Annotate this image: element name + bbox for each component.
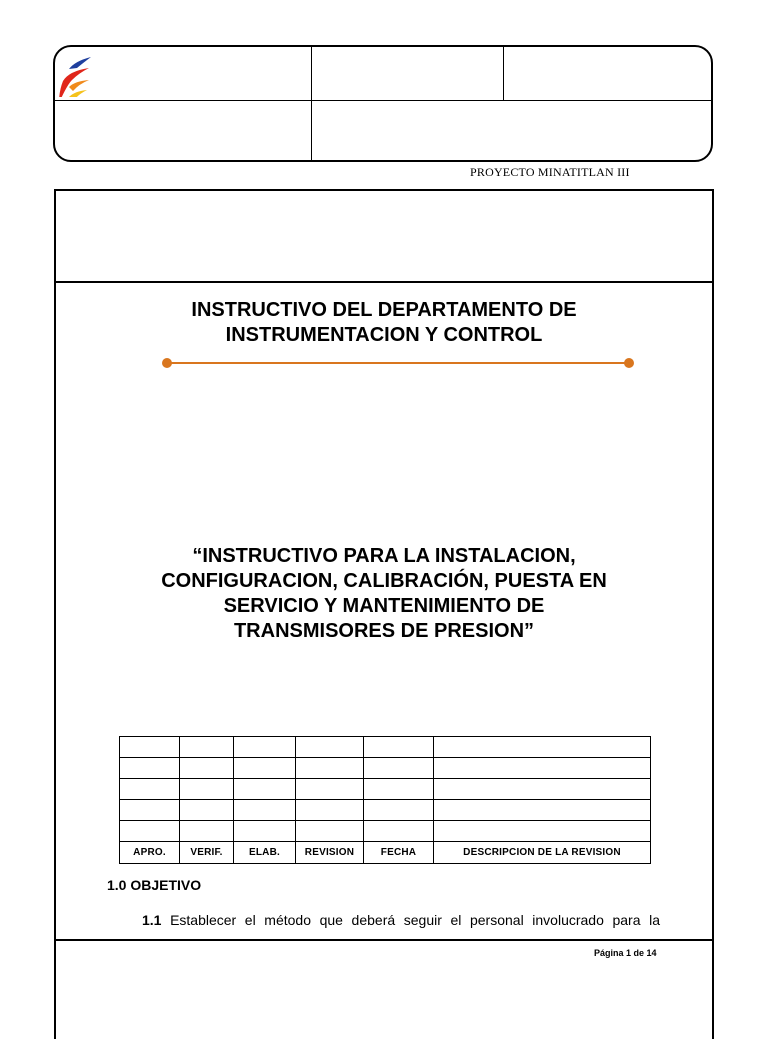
table-cell [120,800,180,821]
table-cell [120,737,180,758]
table-cell [434,737,651,758]
table-cell [120,779,180,800]
table-cell [434,758,651,779]
table-cell [234,779,296,800]
table-cell [180,800,234,821]
title-divider [162,357,634,369]
logo-stripe-orange [69,80,89,91]
table-cell [234,758,296,779]
department-title-line: INSTRUMENTACION Y CONTROL [225,324,543,346]
document-title-line: “INSTRUCTIVO PARA LA INSTALACION, [192,545,576,567]
table-cell [180,779,234,800]
section-heading: 1.0 OBJETIVO [107,877,202,893]
section-paragraph [142,912,660,928]
table-cell [234,737,296,758]
table-row [120,779,651,800]
column-header-elab: ELAB. [234,842,296,864]
item-number: 1.1 [142,912,162,928]
table-cell [296,779,364,800]
page-number: Página 1 de 14 [594,948,657,958]
table-row [120,821,651,842]
table-row [120,737,651,758]
header-divider-vertical-1 [311,47,312,160]
table-cell [296,758,364,779]
table-cell [180,821,234,842]
document-title-line: TRANSMISORES DE PRESION” [233,620,535,642]
frame-top-section [54,189,714,282]
table-cell [364,758,434,779]
table-cell [364,821,434,842]
column-header-apro: APRO. [120,842,180,864]
table-cell [120,758,180,779]
divider-dot-right [624,358,634,368]
logo-stripe-red [59,68,89,97]
logo-stripe-yellow [69,90,87,97]
header-divider-vertical-2 [503,47,504,100]
column-header-fecha: FECHA [364,842,434,864]
header-box [53,45,713,162]
table-cell [296,821,364,842]
table-cell [364,737,434,758]
table-row [120,800,651,821]
table-header-row [120,842,651,864]
table-cell [296,800,364,821]
department-title [100,298,668,348]
table-cell [234,821,296,842]
revision-table [119,736,651,864]
header-divider-horizontal [55,100,711,101]
table-cell [434,779,651,800]
table-cell [364,779,434,800]
column-header-descripcion: DESCRIPCION DE LA REVISION [434,842,651,864]
project-label: PROYECTO MINATITLAN III [470,165,630,179]
company-logo-icon [55,55,95,97]
item-text: Establecer el método que deberá seguir el personal involucrado para la [161,912,660,928]
document-title-line: CONFIGURACION, CALIBRACIÓN, PUESTA EN [161,570,607,592]
table-cell [180,737,234,758]
table-row [120,758,651,779]
table-cell [296,737,364,758]
table-cell [120,821,180,842]
table-cell [180,758,234,779]
divider-dot-left [162,358,172,368]
column-header-revision: REVISION [296,842,364,864]
table-cell [364,800,434,821]
column-header-verif: VERIF. [180,842,234,864]
department-title-line: INSTRUCTIVO DEL DEPARTAMENTO DE [191,299,577,321]
table-cell [434,800,651,821]
document-title [100,544,668,644]
table-cell [434,821,651,842]
document-title-line: SERVICIO Y MANTENIMIENTO DE [223,595,545,617]
logo-stripe-blue [69,57,91,69]
table-cell [234,800,296,821]
